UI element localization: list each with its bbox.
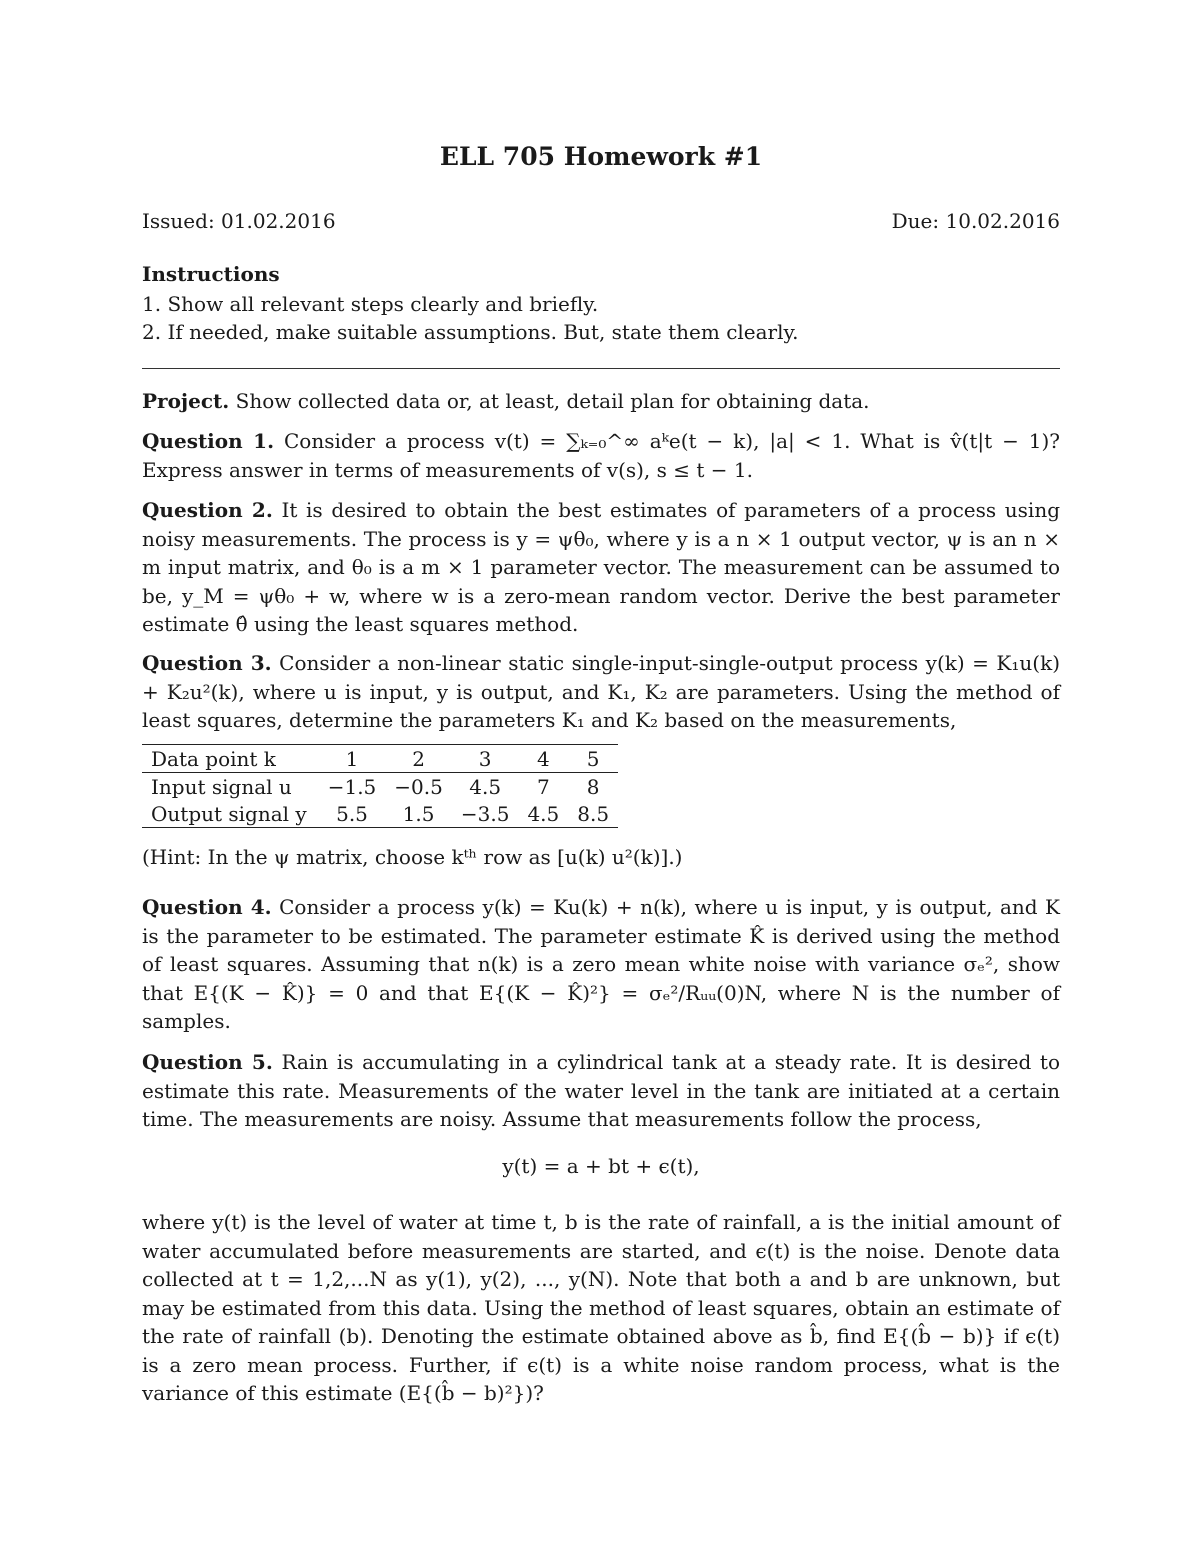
instructions-heading: Instructions xyxy=(142,262,280,286)
project-text: Show collected data or, at least, detail plan for obtaining data. xyxy=(235,389,870,413)
question-2 xyxy=(142,496,1060,639)
table-cell: Data point k xyxy=(142,745,319,773)
question-3-text: Consider a non-linear static single-input-single-output process y(k) = K₁u(k) + K₂u²(k), where u is input, y is output, and K₁, K₂ are parameters. Using the method of least squares, determine the parameters K₁ and K₂ based on the measurements, xyxy=(142,651,1060,732)
question-1-label: Question 1. xyxy=(142,429,275,453)
question-5-label: Question 5. xyxy=(142,1050,273,1074)
table-cell: 4.5 xyxy=(527,801,560,826)
table-cell: 4.5 xyxy=(469,774,502,799)
table-row xyxy=(142,800,618,828)
question-2-text: It is desired to obtain the best estimates of parameters of a process using noisy measurements. The process is y = ψθ₀, where y is a n × 1 output vector, ψ is an n × m input matrix, and θ₀ is a m × 1 parameter vector. The measurement can be assumed to be, y_M = ψθ₀ + w, where w is a zero-mean random vector. Derive the best parameter estimate θ̂ using the least squares method. xyxy=(142,498,1061,636)
table-cell: 1 xyxy=(319,745,386,773)
table-cell: 8.5 xyxy=(577,801,610,826)
table-cell: −0.5 xyxy=(394,774,443,799)
question-4 xyxy=(142,893,1060,1036)
question-1 xyxy=(142,427,1060,484)
table-cell: −1.5 xyxy=(327,774,377,799)
table-cell: Output signal y xyxy=(151,801,307,826)
table-row xyxy=(142,745,618,773)
table-row xyxy=(142,773,618,801)
hint-text: (Hint: In the ψ matrix, choose kᵗʰ row as [u(k) u²(k)].) xyxy=(142,845,683,869)
table-cell: Input signal u xyxy=(151,774,292,799)
table-cell: 5 xyxy=(568,745,618,773)
instruction-item: 1. Show all relevant steps clearly and briefly. xyxy=(142,292,599,316)
table-cell: 8 xyxy=(586,774,600,799)
question-5 xyxy=(142,1048,1060,1134)
table-cell: −3.5 xyxy=(460,801,510,826)
issued-date: Issued: 01.02.2016 xyxy=(142,209,336,233)
project-paragraph xyxy=(142,387,1060,416)
question-3 xyxy=(142,649,1060,735)
table-cell: 2 xyxy=(385,745,452,773)
project-label: Project. xyxy=(142,389,230,413)
instructions-list xyxy=(142,290,799,346)
question-3-label: Question 3. xyxy=(142,651,272,675)
question-4-label: Question 4. xyxy=(142,895,272,919)
instruction-item: 2. If needed, make suitable assumptions. But, state them clearly. xyxy=(142,320,799,344)
process-equation: y(t) = a + bt + ϵ(t), xyxy=(502,1154,700,1178)
horizontal-rule xyxy=(142,368,1060,369)
table-cell: 7 xyxy=(536,774,550,799)
table-cell: 5.5 xyxy=(336,801,368,826)
document-title: ELL 705 Homework #1 xyxy=(439,142,763,171)
question-1-text: Consider a process v(t) = ∑ₖ₌₀^∞ aᵏe(t − k), |a| < 1. What is v̂(t|t − 1)? Express answer in terms of measurements of v(s), s ≤ t − 1. xyxy=(142,429,1060,482)
table-cell: 3 xyxy=(452,745,519,773)
question-2-label: Question 2. xyxy=(142,498,273,522)
question-5-continued: where y(t) is the level of water at time t, b is the rate of rainfall, a is the initial amount of water accumulated before measurements are started, and ϵ(t) is the noise. Denote data collected at t = 1,2,...N as y(1), y(2), ..., y(N). Note that both a and b are unknown, but may be estimated from this data. Using the method of least squares, obtain an estimate of the rate of rainfall (b). Denoting the estimate obtained above as b̂, find E{(b̂ − b)} if ϵ(t) is a zero mean process. Further, if ϵ(t) is a white noise random process, what is the variance of this estimate (E{(b̂ − b)²})? xyxy=(142,1210,1060,1405)
table-cell: 1.5 xyxy=(402,801,435,826)
table-cell: 4 xyxy=(518,745,568,773)
due-date: Due: 10.02.2016 xyxy=(891,209,1060,233)
question-5-text: Rain is accumulating in a cylindrical tank at a steady rate. It is desired to estimate this rate. Measurements of the water level in the tank are initiated at a certain time. The measurements are noisy. Assume that measurements follow the process, xyxy=(142,1050,1060,1131)
question-4-text: Consider a process y(k) = Ku(k) + n(k), where u is input, y is output, and K is the parameter to be estimated. The parameter estimate K̂ is derived using the method of least squares. Assuming that n(k) is a zero mean white noise with variance σₑ², show that E{(K − K̂)} = 0 and that E{(K − K̂)²} = σₑ²/Rᵤᵤ(0)N, where N is the number of samples. xyxy=(142,895,1060,1033)
measurement-table xyxy=(142,744,618,828)
